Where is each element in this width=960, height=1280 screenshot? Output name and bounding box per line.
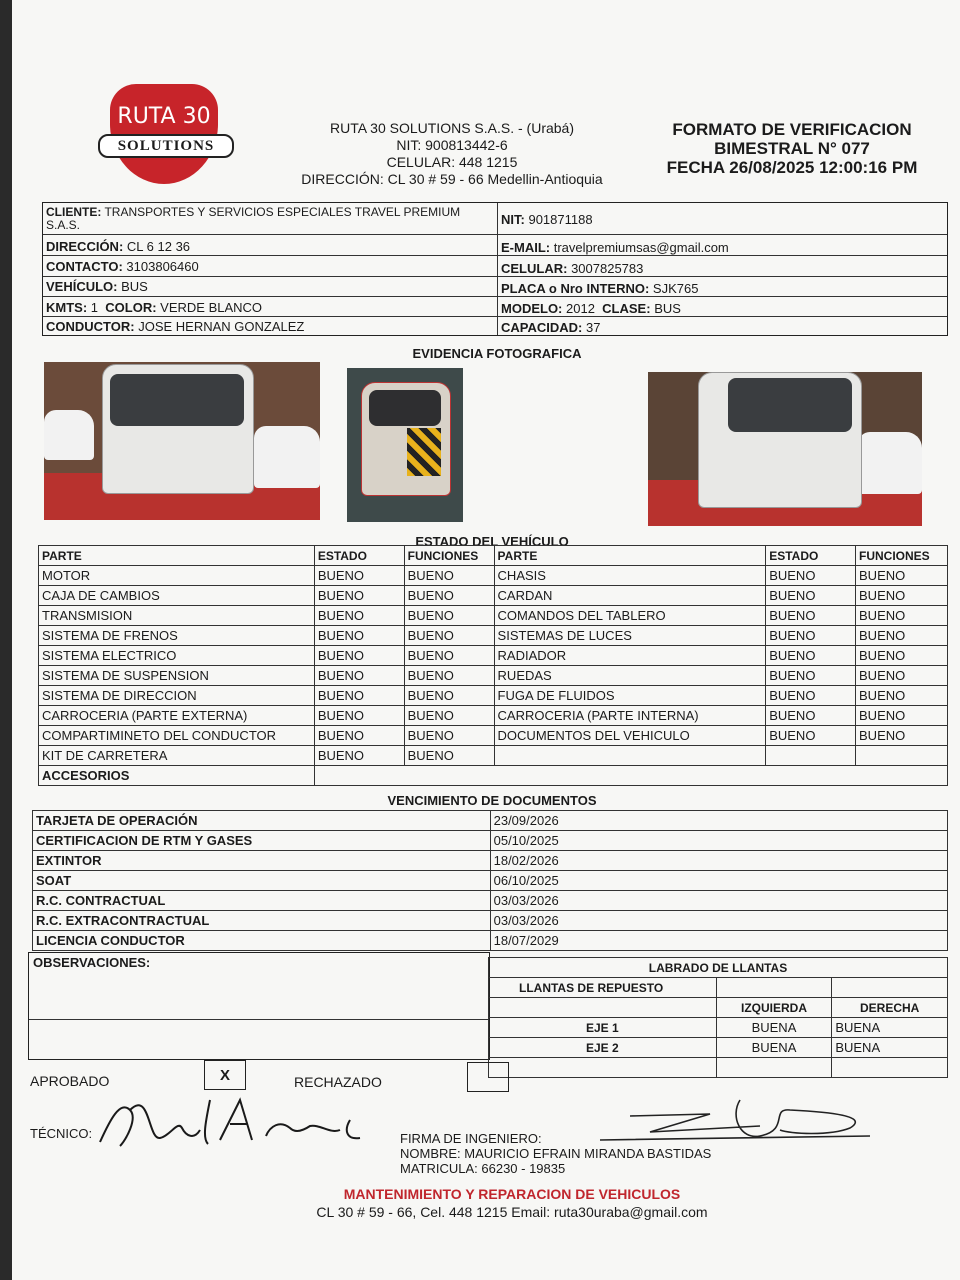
part-name: KIT DE CARRETERA [39,746,315,766]
table-row [39,626,948,646]
eje-label: EJE 2 [489,1038,717,1058]
kmts-value: 1 [90,300,99,315]
format-number: BIMESTRAL N° 077 [714,139,870,158]
part-funciones: BUENO [856,686,948,706]
client-row: CLIENTE: TRANSPORTES Y SERVICIOS ESPECIALES TRAVEL PREMIUM S.A.S. [43,203,497,235]
part-estado: BUENO [766,666,856,686]
llantas-derecha: DERECHA [832,998,948,1018]
company-nit: NIT: 900813442-6 [396,137,508,153]
part-name: DOCUMENTOS DEL VEHICULO [494,726,766,746]
footer-service: MANTENIMIENTO Y REPARACION DE VEHICULOS [343,1186,681,1202]
photo-bus-rear [347,368,463,522]
part-estado: BUENO [314,726,404,746]
part-name: FUGA DE FLUIDOS [494,686,766,706]
aprobado-checkbox[interactable]: X [204,1060,246,1090]
part-name: SISTEMA DE SUSPENSION [39,666,315,686]
part-funciones: BUENO [856,666,948,686]
document-name: SOAT [33,871,491,891]
table-row [33,871,948,891]
part-name: CARROCERIA (PARTE INTERNA) [494,706,766,726]
accesorios-label: ACCESORIOS [39,766,315,786]
part-funciones: BUENO [856,566,948,586]
part-name: CHASIS [494,566,766,586]
part-funciones: BUENO [404,626,494,646]
client-address: CL 6 12 36 [126,239,191,254]
estado-header: PARTE [494,546,766,566]
format-title: FORMATO DE VERIFICACION [672,120,912,139]
document-expiry: 05/10/2025 [490,831,947,851]
document-expiry: 23/09/2026 [490,811,947,831]
part-estado: BUENO [314,606,404,626]
photo-bus-front [44,362,320,520]
driver-row: CONDUCTOR: JOSE HERNAN GONZALEZ [46,319,305,334]
tecnico-label: TÉCNICO: [30,1126,93,1141]
part-funciones: BUENO [404,746,494,766]
technician-signature [90,1080,380,1160]
phone-row: CELULAR: 3007825783 [498,256,947,277]
document-name: CERTIFICACION DE RTM Y GASES [33,831,491,851]
table-row [33,811,948,831]
part-funciones: BUENO [856,706,948,726]
eje-derecha: BUENA [832,1038,948,1058]
eje-izquierda: BUENA [716,1038,832,1058]
address-row: DIRECCIÓN: CL 6 12 36 [43,235,497,256]
part-estado: BUENO [314,566,404,586]
vencimiento-title: VENCIMIENTO DE DOCUMENTOS [387,793,597,808]
part-estado: BUENO [314,686,404,706]
observaciones-label: OBSERVACIONES: [33,955,151,970]
vehicle-row: VEHÍCULO: BUS [43,277,497,297]
part-funciones: BUENO [856,726,948,746]
table-row [33,851,948,871]
email-row: E-MAIL: travelpremiumsas@gmail.com [498,235,947,256]
document-name: EXTINTOR [33,851,491,871]
part-funciones: BUENO [404,566,494,586]
document-name: R.C. CONTRACTUAL [33,891,491,911]
eje-label: EJE 1 [489,1018,717,1038]
part-estado: BUENO [314,626,404,646]
part-estado: BUENO [766,626,856,646]
format-date: FECHA 26/08/2025 12:00:16 PM [666,158,918,177]
part-funciones: BUENO [404,606,494,626]
part-name: SISTEMAS DE LUCES [494,626,766,646]
document-expiry: 03/03/2026 [490,911,947,931]
part-name: TRANSMISION [39,606,315,626]
part-funciones: BUENO [856,646,948,666]
table-row [39,666,948,686]
part-name: CAJA DE CAMBIOS [39,586,315,606]
part-estado: BUENO [314,646,404,666]
client-contact: 3103806460 [126,259,199,274]
model-value: 2012 [566,301,595,316]
part-name: MOTOR [39,566,315,586]
part-estado: BUENO [766,586,856,606]
llantas-izquierda: IZQUIERDA [716,998,832,1018]
part-estado: BUENO [766,726,856,746]
contact-row: CONTACTO: 3103806460 [43,256,497,277]
estado-table [38,545,948,786]
photo-bus-side [648,372,922,526]
estado-header: FUNCIONES [404,546,494,566]
kmts-row: KMTS: 1 COLOR: VERDE BLANCO [43,297,497,317]
part-estado: BUENO [314,666,404,686]
capacity-row: CAPACIDAD: 37 [501,320,601,335]
document-name: LICENCIA CONDUCTOR [33,931,491,951]
part-estado: BUENO [766,686,856,706]
part-estado: BUENO [314,706,404,726]
company-name: RUTA 30 SOLUTIONS S.A.S. - (Urabá) [329,120,575,136]
engineer-name: NOMBRE: MAURICIO EFRAIN MIRANDA BASTIDAS [400,1146,712,1161]
evidence-title: EVIDENCIA FOTOGRAFICA [412,346,582,361]
table-row [39,646,948,666]
table-row [39,686,948,706]
estado-header: FUNCIONES [856,546,948,566]
table-row [39,566,948,586]
company-logo [80,84,248,188]
part-name: COMANDOS DEL TABLERO [494,606,766,626]
table-row [33,891,948,911]
class-value: BUS [654,301,681,316]
part-estado: BUENO [314,746,404,766]
table-row [39,586,948,606]
estado-header: PARTE [39,546,315,566]
part-estado [766,746,856,766]
part-funciones: BUENO [404,706,494,726]
estado-title: ESTADO DEL VEHÍCULO [415,534,569,549]
footer-contact: CL 30 # 59 - 66, Cel. 448 1215 Email: ruta30uraba@gmail.com [316,1204,708,1220]
table-row [33,931,948,951]
engineer-signature [590,1096,890,1150]
company-info [282,120,622,188]
logo-band-text: SOLUTIONS [98,134,234,158]
part-name: SISTEMA DE FRENOS [39,626,315,646]
part-funciones: BUENO [856,586,948,606]
llantas-repuesto: LLANTAS DE REPUESTO [489,978,717,998]
format-header [642,120,942,177]
nit-row: NIT: 901871188 [498,203,947,235]
vencimiento-table [32,810,948,951]
color-value: VERDE BLANCO [160,300,263,315]
part-funciones [856,746,948,766]
document-expiry: 06/10/2025 [490,871,947,891]
part-funciones: BUENO [856,606,948,626]
estado-header: ESTADO [766,546,856,566]
table-row [33,911,948,931]
part-funciones: BUENO [856,626,948,646]
part-name: SISTEMA DE DIRECCION [39,686,315,706]
part-funciones: BUENO [404,666,494,686]
table-row [39,726,948,746]
model-row: MODELO: 2012 CLASE: BUS [498,297,947,317]
part-funciones: BUENO [404,686,494,706]
part-name: SISTEMA ELECTRICO [39,646,315,666]
observaciones-box [28,952,490,1060]
plate-row: PLACA o Nro INTERNO: SJK765 [498,277,947,297]
part-funciones: BUENO [404,646,494,666]
part-estado: BUENO [766,566,856,586]
table-row [39,746,948,766]
part-name: RADIADOR [494,646,766,666]
client-info-box [42,202,948,336]
driver-name: JOSE HERNAN GONZALEZ [138,319,305,334]
part-name: CARROCERIA (PARTE EXTERNA) [39,706,315,726]
aprobado-label: APROBADO [30,1073,110,1089]
part-name: COMPARTIMINETO DEL CONDUCTOR [39,726,315,746]
firma-label: FIRMA DE INGENIERO: [400,1131,542,1146]
client-nit: 901871188 [528,212,593,227]
company-phone: CELULAR: 448 1215 [386,154,518,170]
document-expiry: 18/07/2029 [490,931,947,951]
part-estado: BUENO [314,586,404,606]
rechazado-label: RECHAZADO [294,1074,382,1090]
rechazado-checkbox[interactable] [467,1062,509,1092]
estado-header: ESTADO [314,546,404,566]
eje-derecha: BUENA [832,1018,948,1038]
part-funciones: BUENO [404,586,494,606]
part-funciones: BUENO [404,726,494,746]
part-estado: BUENO [766,706,856,726]
document-page [12,0,960,1280]
company-address: DIRECCIÓN: CL 30 # 59 - 66 Medellin-Antioquia [301,171,603,187]
client-phone: 3007825783 [571,261,644,276]
client-name: TRANSPORTES Y SERVICIOS ESPECIALES TRAVEL PREMIUM S.A.S. [46,205,461,232]
capacity-value: 37 [586,320,601,335]
table-row [33,831,948,851]
llantas-title: LABRADO DE LLANTAS [489,958,948,978]
engineer-matricula: MATRICULA: 66230 - 19835 [400,1161,566,1176]
logo-title: RUTA 30 [117,104,211,129]
part-estado: BUENO [766,606,856,626]
part-name: CARDAN [494,586,766,606]
document-name: TARJETA DE OPERACIÓN [33,811,491,831]
document-expiry: 18/02/2026 [490,851,947,871]
table-row [39,706,948,726]
document-expiry: 03/03/2026 [490,891,947,911]
document-name: R.C. EXTRACONTRACTUAL [33,911,491,931]
llantas-table [488,957,948,1078]
client-email: travelpremiumsas@gmail.com [553,240,729,255]
part-estado: BUENO [766,646,856,666]
plate-value: SJK765 [652,281,699,296]
part-name [494,746,766,766]
vehicle-type: BUS [121,279,148,294]
eje-izquierda: BUENA [716,1018,832,1038]
part-name: RUEDAS [494,666,766,686]
table-row [39,606,948,626]
